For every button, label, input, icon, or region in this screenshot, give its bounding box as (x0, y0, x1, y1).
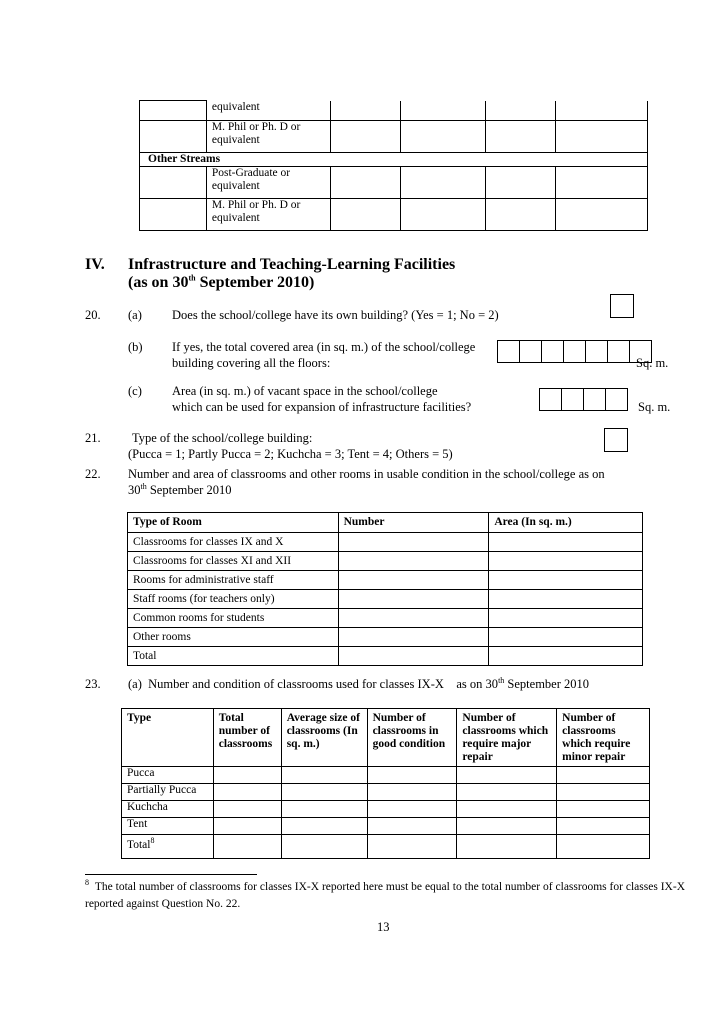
table-row (128, 609, 643, 628)
q21-answer-box[interactable] (604, 428, 628, 452)
q23-number: 23. (85, 677, 101, 691)
number-cell[interactable] (338, 571, 489, 590)
section-subtitle: (as on 30th September 2010) (128, 273, 315, 291)
q20-number: 20. (85, 308, 101, 322)
q20b-answer-boxes[interactable] (498, 340, 652, 363)
type-cell: Total$^8$ (122, 835, 214, 859)
header-number: Number (338, 513, 489, 533)
area-cell[interactable] (489, 647, 643, 666)
q21-number: 21. (85, 431, 101, 445)
number-cell[interactable] (338, 590, 489, 609)
table-row (128, 590, 643, 609)
table-row (128, 628, 643, 647)
table-row (122, 818, 650, 835)
table-row (128, 552, 643, 571)
type-cell: Kuchcha (122, 801, 214, 818)
page-number: 13 (377, 920, 390, 934)
q21-text-1: Type of the school/college building: (132, 431, 313, 445)
area-cell[interactable] (489, 609, 643, 628)
table-row (122, 767, 650, 784)
footnote-rule (85, 874, 257, 875)
room-type-cell: Classrooms for classes IX and X (128, 533, 339, 552)
number-cell[interactable] (338, 552, 489, 571)
footnote-text: The total number of classrooms for classes IX-X reported here must be equal to the total number of classrooms for classes IX-X reported against Question No. 22. (85, 881, 686, 910)
room-type-cell: Total (128, 647, 339, 666)
header-good-condition: Number of classrooms in good condition (367, 709, 457, 767)
type-cell: Partially Pucca (122, 784, 214, 801)
q20a-text: Does the school/college have its own building? (Yes = 1; No = 2) (172, 308, 499, 322)
header-type: Type (122, 709, 214, 767)
table-row (140, 121, 648, 153)
header-area: Area (In sq. m.) (489, 513, 643, 533)
table-header-row (128, 513, 643, 533)
q20c-answer-boxes[interactable] (540, 388, 628, 411)
table-row (122, 835, 650, 859)
level-cell: M. Phil or Ph. D or equivalent (206, 199, 330, 231)
table-row (140, 199, 648, 231)
level-cell: equivalent (206, 101, 330, 121)
q21-text-2: (Pucca = 1; Partly Pucca = 2; Kuchcha = 3; Tent = 4; Others = 5) (128, 447, 453, 461)
table-row (140, 101, 648, 121)
stream-cell (140, 101, 207, 121)
q20b-text-2: building covering all the floors: (172, 356, 331, 370)
type-cell: Tent (122, 818, 214, 835)
room-type-cell: Rooms for administrative staff (128, 571, 339, 590)
table-row (140, 153, 648, 167)
type-cell: Pucca (122, 767, 214, 784)
header-major-repair: Number of classrooms which require major repair (457, 709, 557, 767)
q20a-answer-box[interactable] (610, 294, 634, 318)
q20a-label: (a) (128, 308, 142, 322)
q22-text-2: 30th September 2010 (128, 481, 232, 497)
q22-text-1: Number and area of classrooms and other rooms in usable condition in the school/college as on (128, 467, 605, 481)
q20b-label: (b) (128, 340, 143, 354)
stream-label: Other Streams (140, 153, 648, 167)
top-table (139, 100, 648, 231)
number-cell[interactable] (338, 609, 489, 628)
room-type-cell: Classrooms for classes XI and XII (128, 552, 339, 571)
area-cell[interactable] (489, 571, 643, 590)
table-row (122, 784, 650, 801)
number-cell[interactable] (338, 647, 489, 666)
header-type-of-room: Type of Room (128, 513, 339, 533)
table-row (128, 533, 643, 552)
number-cell[interactable] (338, 628, 489, 647)
header-minor-repair: Number of classrooms which require minor repair (557, 709, 650, 767)
room-type-cell: Staff rooms (for teachers only) (128, 590, 339, 609)
q23-text: (a) Number and condition of classrooms used for classes IX-X as on 30th September 2010 (128, 675, 590, 691)
rooms-table (127, 512, 643, 666)
table-row (140, 167, 648, 199)
room-type-cell: Common rooms for students (128, 609, 339, 628)
table-header-row (122, 709, 650, 767)
footnote (85, 879, 685, 913)
header-total-classrooms: Total number of classrooms (213, 709, 281, 767)
q20b-unit: Sq. m. (636, 356, 669, 370)
q20c-text-2: which can be used for expansion of infrastructure facilities? (172, 400, 472, 414)
room-type-cell: Other rooms (128, 628, 339, 647)
classroom-condition-table (121, 708, 650, 859)
q20c-text-1: Area (in sq. m.) of vacant space in the school/college (172, 384, 438, 398)
section-title: Infrastructure and Teaching-Learning Facilities (128, 256, 456, 273)
level-cell: M. Phil or Ph. D or equivalent (206, 121, 330, 153)
table-row (128, 647, 643, 666)
number-cell[interactable] (338, 533, 489, 552)
footnote-mark: 8 (85, 878, 89, 888)
q20b-text-1: If yes, the total covered area (in sq. m.) of the school/college (172, 340, 476, 354)
level-cell: Post-Graduate or equivalent (206, 167, 330, 199)
table-row (122, 801, 650, 818)
table-row (128, 571, 643, 590)
q20c-label: (c) (128, 384, 142, 398)
header-average-size: Average size of classrooms (In sq. m.) (281, 709, 367, 767)
section-number: IV. (85, 256, 105, 273)
area-cell[interactable] (489, 628, 643, 647)
area-cell[interactable] (489, 552, 643, 571)
q20c-unit: Sq. m. (638, 400, 671, 414)
footnote-ref: 8 (150, 836, 155, 846)
area-cell[interactable] (489, 533, 643, 552)
q22-number: 22. (85, 467, 101, 481)
area-cell[interactable] (489, 590, 643, 609)
